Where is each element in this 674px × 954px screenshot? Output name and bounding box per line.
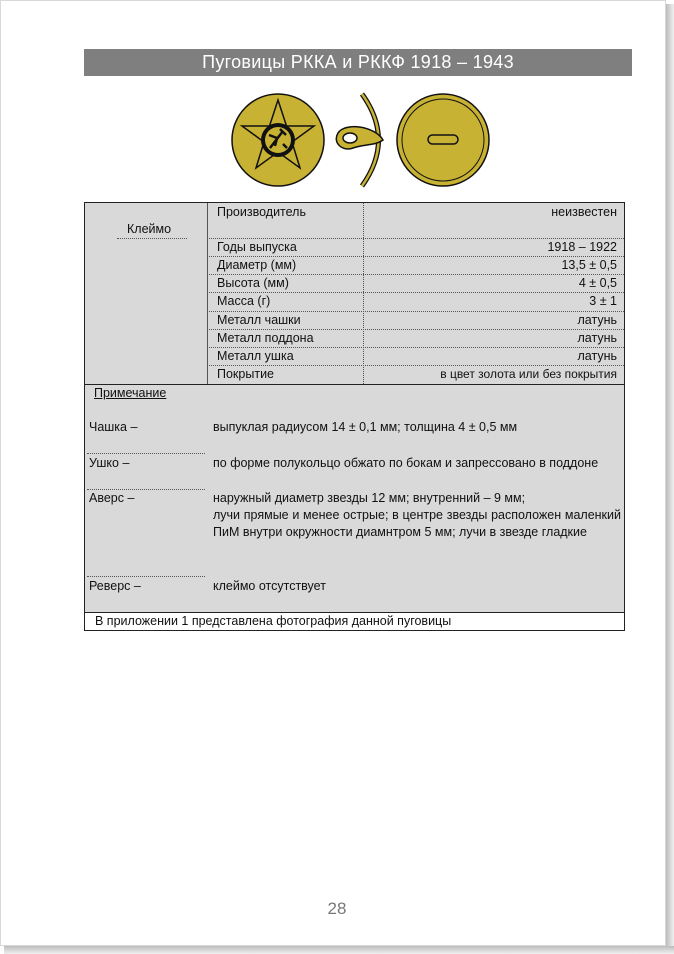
spec-label: Металл ушка [217,349,294,363]
page-shadow-right [666,4,674,954]
note-text-continued: лучи прямые и менее острые; в центре звезды расположен маленкий ПиМ внутри окружности диамнтром 5 мм; лучи в звезде гладкие [213,508,621,539]
spec-value: латунь [577,313,617,327]
spec-label: Годы выпуска [217,240,297,254]
spec-value: латунь [577,349,617,363]
button-side-view [336,94,383,186]
button-obverse [232,94,324,186]
spec-value: 3 ± 1 [589,294,617,308]
note-divider [87,576,205,577]
note-label: Чашка – [89,420,138,434]
table-footer-note: В приложении 1 представлена фотография данной пуговицы [95,614,452,628]
note-text: наружный диаметр звезды 12 мм; внутренний – 9 мм; [213,491,526,505]
stamp-label: Клеймо [127,222,172,236]
note-text: по форме полукольцо обжато по бокам и запрессовано в поддоне [213,456,599,470]
spec-label: Производитель [217,205,306,219]
spec-value: неизвестен [551,205,617,219]
note-text: клеймо отсутствует [213,579,326,593]
note-label: Реверс – [89,579,141,593]
note-label: Ушко – [89,456,130,470]
page-shadow-bottom [4,946,674,954]
page-number: 28 [327,899,347,918]
note-label: Аверс – [89,491,135,505]
spec-value: 13,5 ± 0,5 [561,258,617,272]
row-divider [207,292,624,293]
row-divider [207,365,624,366]
button-illustration [225,88,495,192]
button-reverse [397,94,489,186]
spec-table [84,202,625,631]
spec-value: 1918 – 1922 [547,240,617,254]
spec-value: 4 ± 0,5 [578,276,617,290]
spec-value: в цвет золота или без покрытия [440,367,617,381]
spec-label: Диаметр (мм) [217,258,297,272]
spec-label: Покрытие [217,367,275,381]
row-divider [207,311,624,312]
row-divider [207,274,624,275]
note-divider [87,489,205,490]
stamp-underline [117,238,187,239]
note-divider [87,453,205,454]
value-divider [363,203,364,384]
page-title: Пуговицы РККА и РККФ 1918 – 1943 [84,49,632,76]
spec-value: латунь [577,331,617,345]
stamp-divider [207,203,208,384]
row-divider [207,238,624,239]
spec-label: Высота (мм) [217,276,289,290]
row-divider [207,256,624,257]
row-divider [207,329,624,330]
spec-label: Металл поддона [217,331,314,345]
section-divider [85,384,624,385]
spec-label: Масса (г) [217,294,271,308]
note-text: выпуклая радиусом 14 ± 0,1 мм; толщина 4 ± 0,5 мм [213,420,518,434]
row-divider [207,347,624,348]
spec-label: Металл чашки [217,313,301,327]
notes-header: Примечание [94,386,167,400]
